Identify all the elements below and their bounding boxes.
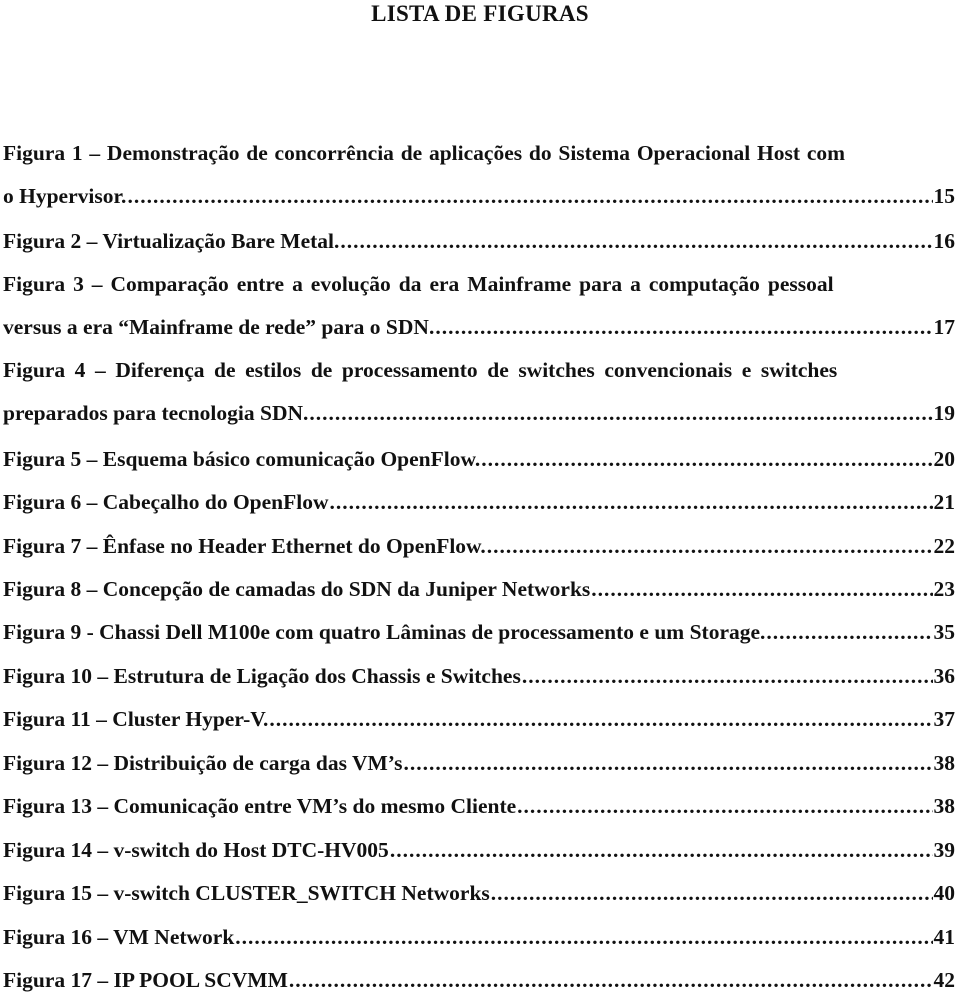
entry-caption: Figura 11 – Cluster Hyper-V. <box>3 707 269 731</box>
entry-page-number: 39 <box>933 838 955 862</box>
toc-entry-figura-17[interactable] <box>3 965 955 995</box>
entry-page-number: 23 <box>933 577 955 601</box>
entry-page-number: 15 <box>933 184 955 208</box>
toc-entry-figura-1[interactable] <box>3 138 955 211</box>
entry-page-number: 37 <box>933 707 955 731</box>
entry-caption: Figura 6 – Cabeçalho do OpenFlow <box>3 490 329 514</box>
entry-page-number: 22 <box>933 534 955 558</box>
entry-caption: Figura 15 – v-switch CLUSTER_SWITCH Networks <box>3 881 490 905</box>
entry-caption: Figura 14 – v-switch do Host DTC-HV005 <box>3 838 389 862</box>
entry-page-number: 36 <box>933 664 955 688</box>
entry-page-number: 40 <box>933 881 955 905</box>
toc-entry-figura-16[interactable] <box>3 922 955 952</box>
dot-leader <box>487 531 933 561</box>
toc-entry-figura-12[interactable] <box>3 748 955 778</box>
page-title: LISTA DE FIGURAS <box>371 1 589 26</box>
toc-entry-figura-8[interactable] <box>3 574 955 604</box>
entry-page-number: 17 <box>933 315 955 339</box>
entry-caption: o Hypervisor. <box>3 184 127 208</box>
dot-leader <box>591 574 932 604</box>
toc-entry-figura-6[interactable] <box>3 487 955 517</box>
toc-entry-figura-2[interactable] <box>3 226 955 256</box>
entry-page-number: 42 <box>933 968 955 992</box>
toc-entry-figura-3[interactable] <box>3 269 955 342</box>
toc-entry-figura-13[interactable] <box>3 791 955 821</box>
entry-page-number: 20 <box>933 447 955 471</box>
toc-entry-figura-4[interactable] <box>3 355 955 428</box>
entry-page-number: 16 <box>933 229 955 253</box>
dot-leader <box>127 181 932 211</box>
entry-caption: Figura 9 - Chassi Dell M100e com quatro Lâminas de processamento e um Storage. <box>3 620 766 644</box>
dot-leader <box>517 791 932 821</box>
dot-leader <box>766 617 932 647</box>
toc-entry-figura-11[interactable] <box>3 704 955 734</box>
dot-leader <box>404 748 933 778</box>
toc-entry-figura-15[interactable] <box>3 878 955 908</box>
entry-page-number: 21 <box>933 490 955 514</box>
toc-entry-figura-10[interactable] <box>3 661 955 691</box>
entry-caption: Figura 12 – Distribuição de carga das VM’s <box>3 751 403 775</box>
dot-leader <box>330 487 933 517</box>
entry-caption-line1: Figura 1 – Demonstração de concorrência de aplicações do Sistema Operacional Host com <box>3 141 846 165</box>
dot-leader <box>491 878 933 908</box>
toc-entry-figura-5[interactable] <box>3 444 955 474</box>
entry-caption: preparados para tecnologia SDN. <box>3 401 309 425</box>
dot-leader <box>522 661 933 691</box>
toc-entry-figura-14[interactable] <box>3 835 955 865</box>
entry-caption-line1: Figura 3 – Comparação entre a evolução da era Mainframe para a computação pessoal <box>3 272 834 296</box>
dot-leader <box>481 444 932 474</box>
entry-caption: Figura 7 – Ênfase no Header Ethernet do OpenFlow. <box>3 534 486 558</box>
dot-leader <box>340 226 932 256</box>
entry-caption: Figura 17 – IP POOL SCVMM <box>3 968 288 992</box>
dot-leader <box>289 965 933 995</box>
dot-leader <box>435 312 932 342</box>
entry-caption: Figura 2 – Virtualização Bare Metal. <box>3 229 340 253</box>
entry-page-number: 38 <box>933 794 955 818</box>
toc-entry-figura-9[interactable] <box>3 617 955 647</box>
toc-entry-figura-7[interactable] <box>3 531 955 561</box>
entry-caption: versus a era “Mainframe de rede” para o SDN. <box>3 315 435 339</box>
entry-page-number: 41 <box>933 925 955 949</box>
entry-page-number: 19 <box>933 401 955 425</box>
dot-leader <box>390 835 933 865</box>
entry-caption: Figura 13 – Comunicação entre VM’s do mesmo Cliente <box>3 794 517 818</box>
entry-caption-line1: Figura 4 – Diferença de estilos de processamento de switches convencionais e switches <box>3 358 838 382</box>
entry-page-number: 38 <box>933 751 955 775</box>
dot-leader <box>269 704 932 734</box>
entry-caption: Figura 5 – Esquema básico comunicação OpenFlow. <box>3 447 481 471</box>
entry-caption: Figura 10 – Estrutura de Ligação dos Chassis e Switches <box>3 664 521 688</box>
entry-page-number: 35 <box>933 620 955 644</box>
dot-leader <box>235 922 932 952</box>
entry-caption: Figura 8 – Concepção de camadas do SDN da Juniper Networks <box>3 577 591 601</box>
dot-leader <box>309 398 932 428</box>
entry-caption: Figura 16 – VM Network <box>3 925 235 949</box>
